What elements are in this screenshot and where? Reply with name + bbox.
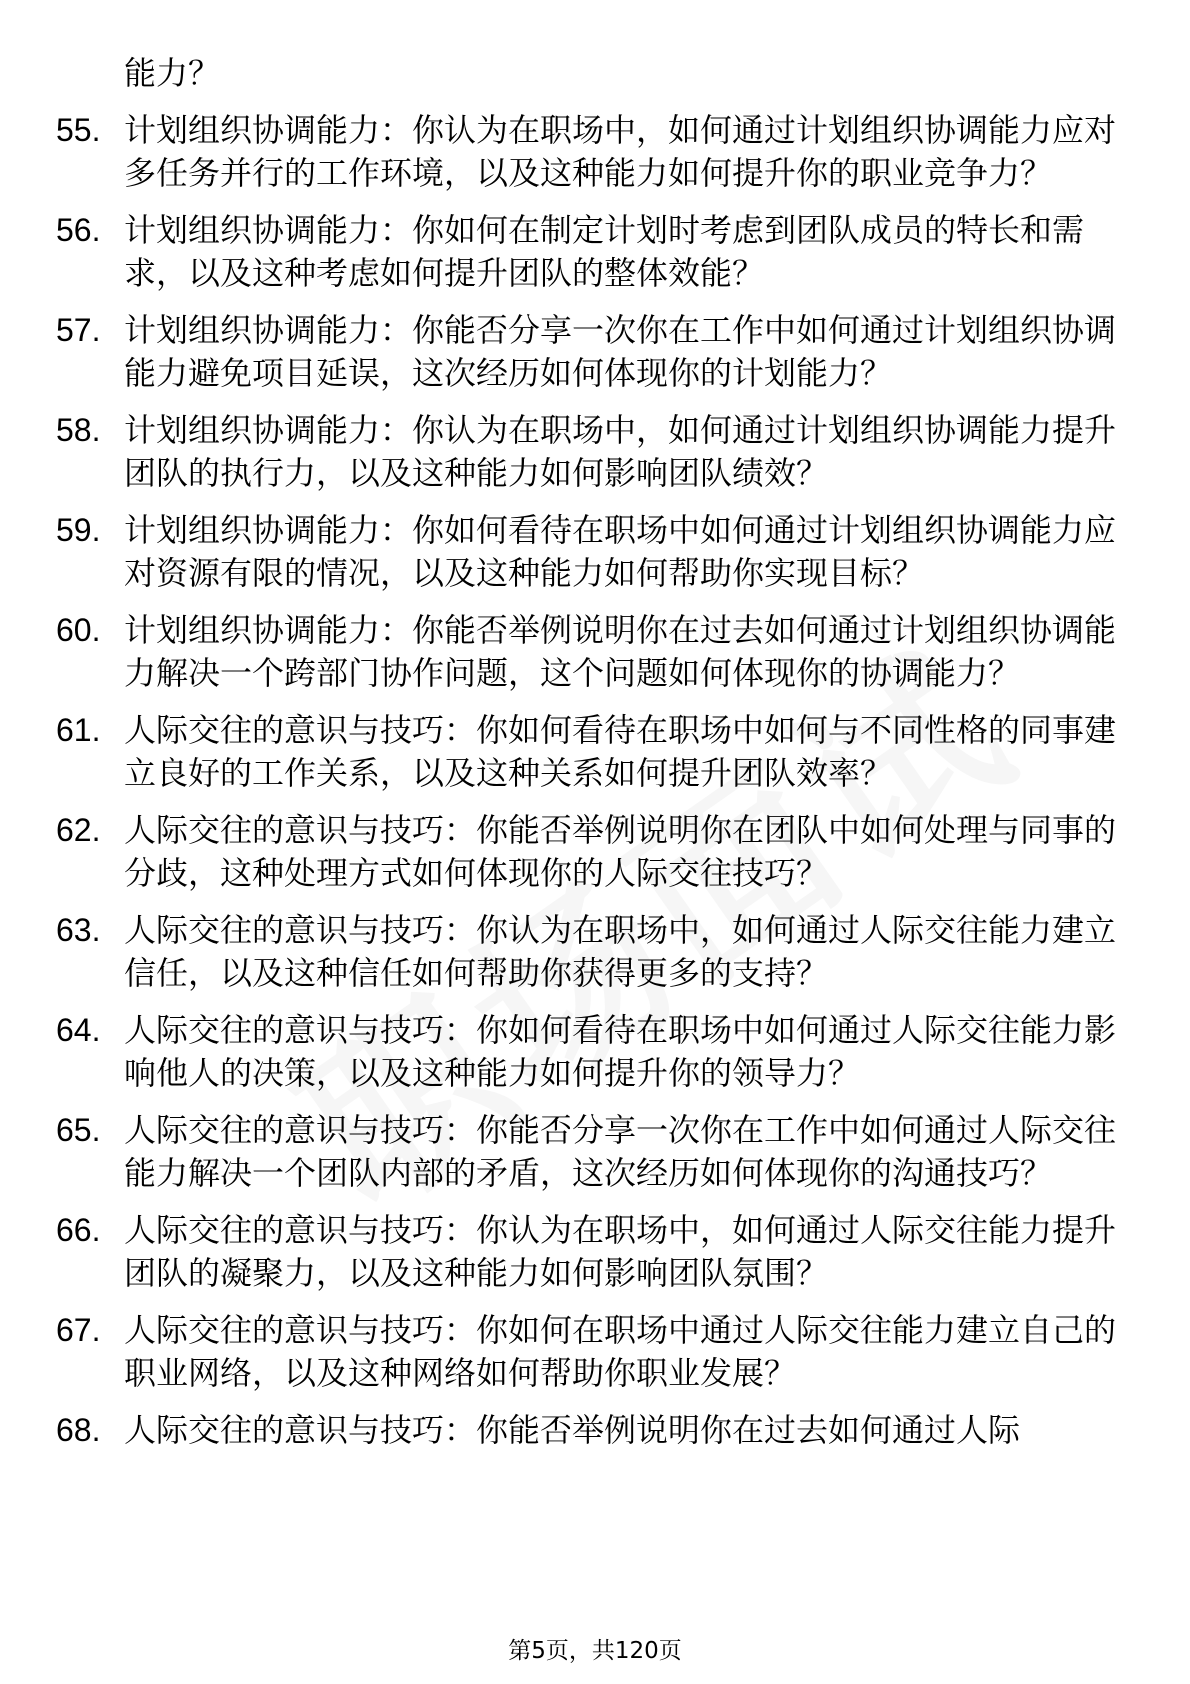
question-item	[56, 109, 1126, 195]
question-item	[56, 1009, 1126, 1095]
question-item	[56, 609, 1126, 695]
question-item	[56, 909, 1126, 995]
question-item	[56, 709, 1126, 795]
question-number: 56.	[56, 212, 101, 248]
question-number: 58.	[56, 412, 101, 448]
question-number: 62.	[56, 812, 101, 848]
continued-text: 能力？	[124, 54, 221, 92]
question-item	[56, 1109, 1126, 1195]
question-text: 计划组织协调能力：你认为在职场中，如何通过计划组织协调能力提升团队的执行力，以及这种能力如何影响团队绩效？	[124, 411, 1117, 492]
question-text: 计划组织协调能力：你如何在制定计划时考虑到团队成员的特长和需求，以及这种考虑如何提升团队的整体效能？	[124, 211, 1085, 292]
question-item	[56, 1309, 1126, 1395]
question-text: 人际交往的意识与技巧：你如何看待在职场中如何通过人际交往能力影响他人的决策，以及这种能力如何提升你的领导力？	[124, 1011, 1117, 1092]
question-item	[56, 409, 1126, 495]
question-item	[56, 509, 1126, 595]
question-number: 68.	[56, 1412, 101, 1448]
question-text: 计划组织协调能力：你能否分享一次你在工作中如何通过计划组织协调能力避免项目延误，这次经历如何体现你的计划能力？	[124, 311, 1117, 392]
question-number: 63.	[56, 912, 101, 948]
question-text: 计划组织协调能力：你认为在职场中，如何通过计划组织协调能力应对多任务并行的工作环境，以及这种能力如何提升你的职业竞争力？	[124, 111, 1117, 192]
question-item	[56, 209, 1126, 295]
question-text: 人际交往的意识与技巧：你如何在职场中通过人际交往能力建立自己的职业网络，以及这种网络如何帮助你职业发展？	[124, 1311, 1117, 1392]
question-number: 64.	[56, 1012, 101, 1048]
question-text: 人际交往的意识与技巧：你认为在职场中，如何通过人际交往能力建立信任，以及这种信任如何帮助你获得更多的支持？	[124, 911, 1117, 992]
question-number: 59.	[56, 512, 101, 548]
question-text: 计划组织协调能力：你能否举例说明你在过去如何通过计划组织协调能力解决一个跨部门协作问题，这个问题如何体现你的协调能力？	[124, 611, 1117, 692]
document-body	[56, 52, 1126, 1466]
question-number: 66.	[56, 1212, 101, 1248]
question-item	[56, 1409, 1126, 1452]
question-item	[56, 309, 1126, 395]
question-item	[56, 809, 1126, 895]
question-text: 人际交往的意识与技巧：你认为在职场中，如何通过人际交往能力提升团队的凝聚力，以及这种能力如何影响团队氛围？	[124, 1211, 1117, 1292]
question-number: 61.	[56, 712, 101, 748]
question-number: 55.	[56, 112, 101, 148]
question-text: 人际交往的意识与技巧：你能否举例说明你在团队中如何处理与同事的分歧，这种处理方式如何体现你的人际交往技巧？	[124, 811, 1117, 892]
question-item	[56, 1209, 1126, 1295]
question-text: 人际交往的意识与技巧：你如何看待在职场中如何与不同性格的同事建立良好的工作关系，以及这种关系如何提升团队效率？	[124, 711, 1117, 792]
question-number: 67.	[56, 1312, 101, 1348]
question-number: 65.	[56, 1112, 101, 1148]
question-number: 57.	[56, 312, 101, 348]
page-footer: 第5页，共120页	[508, 1638, 682, 1664]
question-list	[56, 109, 1126, 1452]
question-text: 人际交往的意识与技巧：你能否分享一次你在工作中如何通过人际交往能力解决一个团队内部的矛盾，这次经历如何体现你的沟通技巧？	[124, 1111, 1117, 1192]
question-text: 计划组织协调能力：你如何看待在职场中如何通过计划组织协调能力应对资源有限的情况，以及这种能力如何帮助你实现目标？	[124, 511, 1117, 592]
question-number: 60.	[56, 612, 101, 648]
question-text: 人际交往的意识与技巧：你能否举例说明你在过去如何通过人际	[124, 1411, 1021, 1449]
